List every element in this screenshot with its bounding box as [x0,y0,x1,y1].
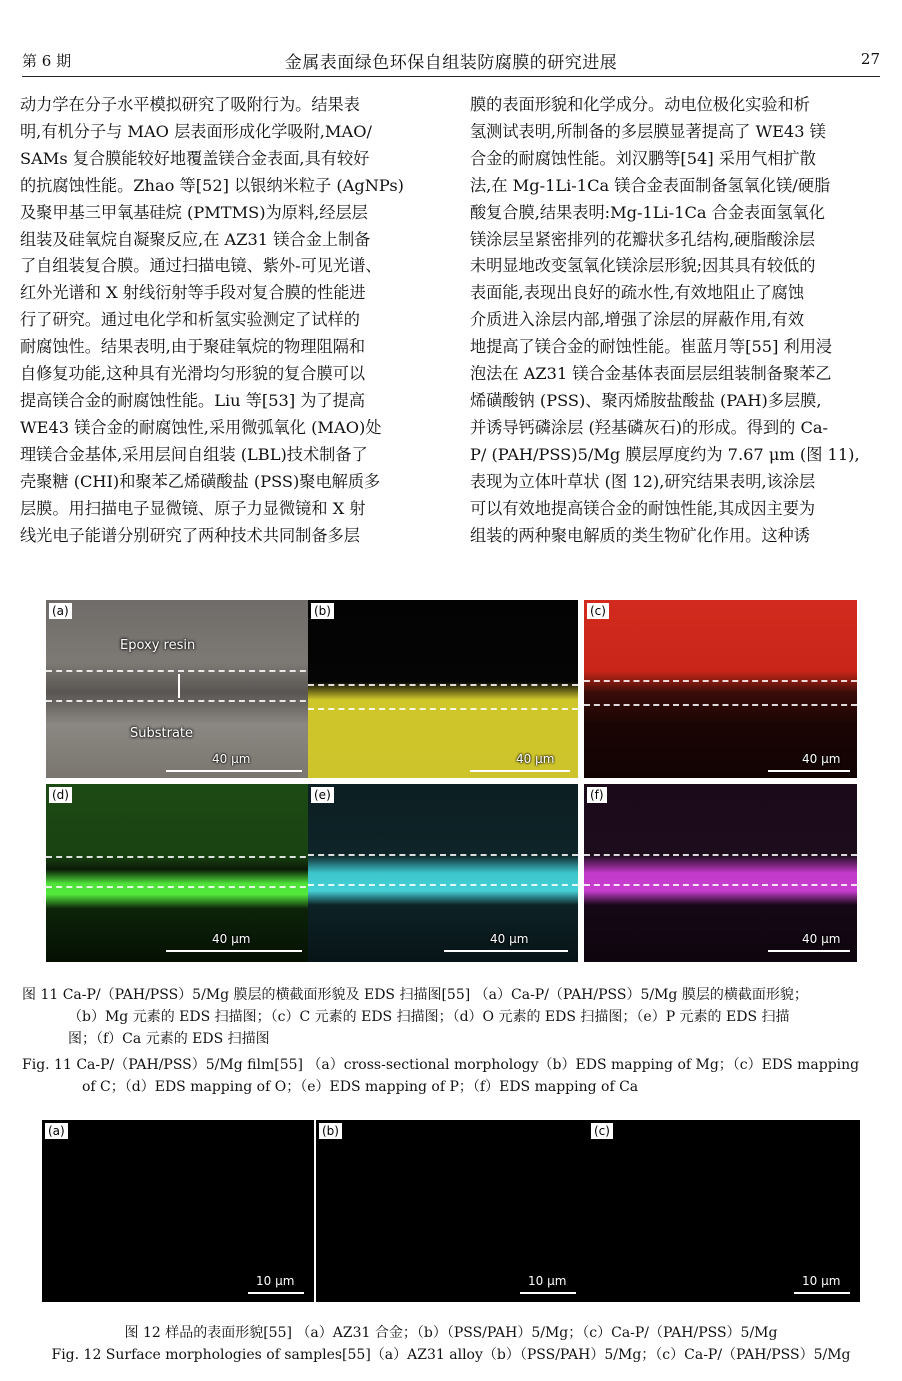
caption-cn-line: 图；（f）Ca 元素的 EDS 扫描图 [68,1031,270,1047]
panel-label: (a) [45,1123,68,1139]
scale-bar-label: 40 μm [212,752,251,766]
body-text-line: 自修复功能,这种具有光滑均匀形貌的复合膜可以 [20,364,366,384]
panel-label: (c) [587,603,609,619]
scale-bar-label: 40 μm [490,932,529,946]
caption-cn-line: 图 12 样品的表面形貌[55] （a）AZ31 合金；（b）（PSS/PAH）5/Mg；（c）Ca-P/（PAH/PSS）5/Mg [124,1325,778,1341]
substrate-label: Substrate [130,726,194,741]
figure-12 [42,1120,860,1302]
issue-number: 第 6 期 [22,52,72,70]
header-rule [22,76,880,77]
figure-11-panel-e [308,784,578,962]
epoxy-resin-label: Epoxy resin [120,638,196,653]
scale-bar [794,1292,850,1294]
body-text-line: 并诱导钙磷涂层 (羟基磷灰石)的形成。得到的 Ca- [470,417,828,437]
body-text-line: 行了研究。通过电化学和析氢实验测定了试样的 [20,310,360,330]
figure-11-panel-b [308,600,578,778]
body-text-line: 烯磺酸钠 (PSS)、聚丙烯胺盐酸盐 (PAH)多层膜, [470,390,822,410]
panel-label: (c) [591,1123,613,1139]
figure-11-caption [22,984,880,1098]
body-text-line: 介质进入涂层内部,增强了涂层的屏蔽作用,有效 [470,310,805,330]
body-text-line: 表面能,表现出良好的疏水性,有效地阻止了腐蚀 [470,283,805,303]
body-text-line: 酸复合膜,结果表明:Mg-1Li-1Ca 合金表面氢氧化 [470,202,825,222]
scale-bar [444,950,568,952]
journal-title: 金属表面绿色环保自组装防腐膜的研究进展 [284,53,618,73]
body-text-line: 线光电子能谱分别研究了两种技术共同制备多层 [20,525,360,545]
scale-bar [520,1292,576,1294]
body-text-line: P/ (PAH/PSS)5/Mg 膜层厚度约为 7.67 μm (图 11), [470,444,860,464]
body-text-line: 组装及硅氧烷自凝聚反应,在 AZ31 镁合金上制备 [20,229,371,249]
body-text-line: 可以有效地提高镁合金的耐蚀性能,其成因主要为 [470,498,816,518]
body-text-line: 氢测试表明,所制备的多层膜显著提高了 WE43 镁 [470,121,826,141]
panel-label: (a) [49,603,72,619]
caption-cn-line: （b）Mg 元素的 EDS 扫描图；（c）C 元素的 EDS 扫描图；（d）O 元素的 EDS 扫描图；（e）P 元素的 EDS 扫描 [68,1009,790,1025]
scale-bar-label: 40 μm [802,752,841,766]
scale-bar [166,950,302,952]
body-text-line: 层膜。用扫描电子显微镜、原子力显微镜和 X 射 [20,498,366,518]
figure-11-panel-d [46,784,316,962]
body-text-line: 法,在 Mg-1Li-1Ca 镁合金表面制备氢氧化镁/硬脂 [470,175,831,195]
body-text-line: 了自组装复合膜。通过扫描电镜、紫外-可见光谱、 [20,256,382,276]
body-text-line: 的抗腐蚀性能。Zhao 等[52] 以银纳米粒子 (AgNPs) [20,175,404,195]
figure-12-panel-b [316,1120,588,1302]
page-header [22,44,880,74]
caption-en-line: Fig. 12 Surface morphologies of samples[55]（a）AZ31 alloy（b）（PSS/PAH）5/Mg；（c）Ca-P/（PAH/PSS）5/Mg [51,1347,851,1363]
body-text-line: WE43 镁合金的耐腐蚀性,采用微弧氧化 (MAO)处 [20,417,382,437]
left-column [20,92,438,549]
figure-11-panel-c [584,600,857,778]
body-text-line: 动力学在分子水平模拟研究了吸附行为。结果表 [20,95,360,114]
body-text-line: 组装的两种聚电解质的类生物矿化作用。这种诱 [470,525,810,545]
panel-label: (b) [311,603,334,619]
body-text-line: 明,有机分子与 MAO 层表面形成化学吸附,MAO/ [20,121,372,141]
body-text-line: 地提高了镁合金的耐蚀性能。崔蓝月等[55] 利用浸 [470,337,833,357]
right-column [470,92,888,549]
scale-bar [248,1292,304,1294]
figure-11-panel-f [584,784,857,962]
scale-bar-label: 10 μm [528,1274,567,1288]
page-number: 27 [860,50,880,68]
panel-label: (d) [49,787,72,803]
figure-12-panel-a [42,1120,314,1302]
scale-bar [768,950,850,952]
figure-12-panel-c [588,1120,860,1302]
body-text-line: 理镁合金基体,采用层间自组装 (LBL)技术制备了 [20,444,368,464]
scale-bar-label: 40 μm [212,932,251,946]
scale-bar-label: 10 μm [802,1274,841,1288]
body-text-line: 及聚甲基三甲氧基硅烷 (PMTMS)为原料,经层层 [20,202,368,222]
panel-label: (f) [587,787,607,803]
body-text-line: SAMs 复合膜能较好地覆盖镁合金表面,具有较好 [20,148,370,168]
caption-en-line: of C；（d）EDS mapping of O；（e）EDS mapping of P；（f）EDS mapping of Ca [82,1079,639,1095]
body-text-line: 膜的表面形貌和化学成分。动电位极化实验和析 [470,95,810,114]
body-text-line: 耐腐蚀性。结果表明,由于聚硅氧烷的物理阻隔和 [20,337,366,357]
scale-bar [768,770,850,772]
figure-11 [46,600,857,978]
body-text-line: 红外光谱和 X 射线衍射等手段对复合膜的性能进 [20,283,366,303]
scale-bar [166,770,302,772]
figure-12-caption [0,1322,902,1366]
caption-en-line: Fig. 11 Ca-P/（PAH/PSS）5/Mg film[55] （a）cross-sectional morphology（b）EDS mapping of Mg；（c）EDS mapping [22,1057,860,1073]
figure-11-panel-a [46,600,316,778]
body-text-line: 未明显地改变氢氧化镁涂层形貌;因其具有较低的 [470,256,816,276]
panel-label: (b) [319,1123,342,1139]
body-text-line: 镁涂层呈紧密排列的花瓣状多孔结构,硬脂酸涂层 [470,229,816,249]
panel-label: (e) [311,787,334,803]
body-text-line: 提高镁合金的耐腐蚀性能。Liu 等[53] 为了提高 [20,390,366,410]
caption-cn-line: 图 11 Ca-P/（PAH/PSS）5/Mg 膜层的横截面形貌及 EDS 扫描图[55] （a）Ca-P/（PAH/PSS）5/Mg 膜层的横截面形貌； [22,987,808,1003]
scale-bar-label: 10 μm [256,1274,295,1288]
scale-bar-label: 40 μm [802,932,841,946]
scale-bar [470,770,570,772]
scale-bar-label: 40 μm [516,752,555,766]
body-text-line: 表现为立体叶草状 (图 12),研究结果表明,该涂层 [470,471,816,491]
body-text-line: 壳聚糖 (CHI)和聚苯乙烯磺酸盐 (PSS)聚电解质多 [20,471,381,491]
body-text-line: 合金的耐腐蚀性能。刘汉鹏等[54] 采用气相扩散 [470,148,816,168]
body-text-line: 泡法在 AZ31 镁合金基体表面层层组装制备聚苯乙 [470,364,832,384]
